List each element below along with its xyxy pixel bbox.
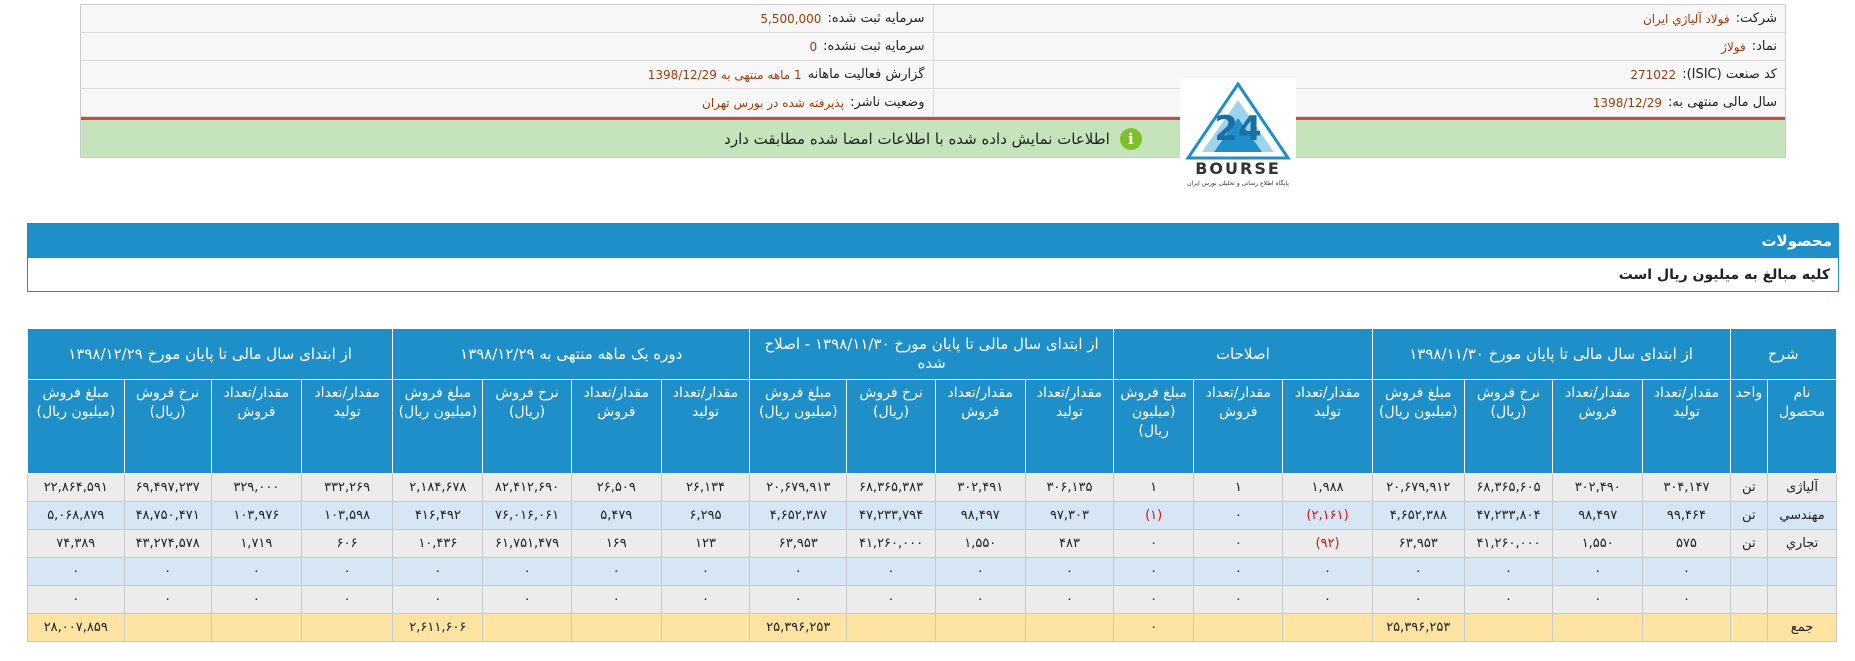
logo-number: 24 — [1214, 109, 1262, 149]
table-cell: ۰ — [1283, 586, 1372, 614]
info-label: سال مالی منتهی به: — [1667, 95, 1777, 110]
info-cell-left — [81, 5, 934, 32]
table-cell: ۴۱۶,۴۹۲ — [393, 502, 483, 530]
table-cell: ۴,۶۵۲,۳۸۷ — [750, 502, 847, 530]
table-cell: ۰ — [483, 586, 571, 614]
total-cell — [661, 614, 749, 642]
info-value: فولاد آلياژي ايران — [1642, 11, 1730, 26]
table-cell: ۰ — [1194, 530, 1283, 558]
info-label: سرمایه ثبت شده: — [827, 11, 925, 26]
table-row — [28, 530, 1837, 558]
column-header: نرخ فروش (ریال) — [1464, 380, 1552, 474]
table-cell: ۴,۶۵۲,۳۸۸ — [1372, 502, 1464, 530]
group-header: دوره یک ماهه منتهی به ۱۳۹۸/۱۲/۲۹ — [393, 329, 750, 380]
group-header: از ابتدای سال مالی تا پایان مورخ ۱۳۹۸/۱۲/۲۹ — [28, 329, 393, 380]
info-value: 1398/12/29 — [1592, 95, 1662, 110]
table-cell: ۷۴,۳۸۹ — [28, 530, 125, 558]
table-cell: ۰ — [571, 558, 661, 586]
info-icon: i — [1120, 128, 1142, 150]
table-cell: ۶۳,۹۵۳ — [750, 530, 847, 558]
table-cell: ۱ — [1194, 474, 1283, 502]
table-cell: ۱۰۳,۹۷۶ — [211, 502, 301, 530]
table-cell: ۰ — [847, 586, 935, 614]
group-header: از ابتدای سال مالی تا پایان مورخ ۱۳۹۸/۱۱/۳۰ — [1372, 329, 1730, 380]
total-cell: ۲,۶۱۱,۶۰۶ — [393, 614, 483, 642]
info-row — [81, 61, 1785, 89]
logo-subtext: پایگاه اطلاع رسانی و تحلیلی بورس ایران — [1187, 180, 1289, 187]
table-cell: ۲۲,۸۶۴,۵۹۱ — [28, 474, 125, 502]
column-header: مقدار/تعداد تولید — [1643, 380, 1730, 474]
table-cell: ۲,۱۸۴,۶۷۸ — [393, 474, 483, 502]
table-cell: ۴۷,۲۳۳,۸۰۴ — [1464, 502, 1552, 530]
table-cell: ۰ — [1553, 586, 1643, 614]
table-cell: ۰ — [211, 558, 301, 586]
table-cell: ۰ — [1283, 558, 1372, 586]
total-cell — [1643, 614, 1730, 642]
table-cell: ۳۳۲,۲۶۹ — [301, 474, 392, 502]
info-value: پذیرفته شده در بورس تهران — [702, 95, 845, 110]
table-cell: ۶۱,۷۵۱,۴۷۹ — [483, 530, 571, 558]
table-cell: ۱۲۳ — [661, 530, 749, 558]
table-cell: ۲۰,۶۷۹,۹۱۳ — [750, 474, 847, 502]
info-value: 0 — [809, 39, 818, 54]
section-subtitle: کلیه مبالغ به میلیون ریال است — [28, 258, 1838, 291]
info-label: سرمایه ثبت نشده: — [823, 39, 925, 54]
table-cell: ۱ — [1114, 474, 1194, 502]
total-cell — [483, 614, 571, 642]
bourse24-logo[interactable] — [1180, 78, 1296, 188]
table-cell: ۰ — [935, 558, 1025, 586]
table-cell: ۰ — [1553, 558, 1643, 586]
column-header: مقدار/تعداد فروش — [211, 380, 301, 474]
table-cell: ۰ — [847, 558, 935, 586]
table-cell: ۳۰۲,۴۹۰ — [1553, 474, 1643, 502]
section-title: محصولات — [28, 224, 1838, 258]
info-cell-right — [934, 61, 1786, 88]
table-cell: ۰ — [1194, 586, 1283, 614]
total-cell — [301, 614, 392, 642]
table-cell: ۶۸,۳۶۵,۶۰۵ — [1464, 474, 1552, 502]
table-cell: (۹۲) — [1283, 530, 1372, 558]
table-cell: ۰ — [1372, 558, 1464, 586]
table-row — [28, 586, 1837, 614]
column-header: مقدار/تعداد فروش — [571, 380, 661, 474]
table-cell: ۱,۷۱۹ — [211, 530, 301, 558]
table-cell: ۵,۰۶۸,۸۷۹ — [28, 502, 125, 530]
total-cell — [935, 614, 1025, 642]
column-header: نرخ فروش (ریال) — [847, 380, 935, 474]
info-value: 271022 — [1630, 67, 1677, 82]
table-cell: ۰ — [1194, 502, 1283, 530]
table-cell — [1768, 558, 1837, 586]
group-header-row — [28, 329, 1837, 380]
info-cell-right — [934, 5, 1786, 32]
table-cell: ۲۰,۶۷۹,۹۱۲ — [1372, 474, 1464, 502]
table-cell: ۰ — [661, 558, 749, 586]
column-header: نام محصول — [1768, 380, 1837, 474]
column-header: مبلغ فروش (میلیون ریال) — [393, 380, 483, 474]
info-cell-left — [81, 61, 934, 88]
status-bar — [81, 120, 1785, 157]
table-cell: ۰ — [124, 586, 211, 614]
total-cell — [1283, 614, 1372, 642]
total-cell — [1194, 614, 1283, 642]
info-label: گزارش فعالیت ماهانه — [807, 67, 925, 82]
table-cell: ۰ — [935, 586, 1025, 614]
table-cell: تجاري — [1768, 530, 1837, 558]
logo-text: BOURSE — [1195, 159, 1281, 178]
table-cell: ۰ — [750, 586, 847, 614]
column-header: مقدار/تعداد تولید — [661, 380, 749, 474]
table-cell: ۰ — [571, 586, 661, 614]
table-cell: ۰ — [1372, 586, 1464, 614]
table-cell: ۶۹,۴۹۷,۲۳۷ — [124, 474, 211, 502]
info-row — [81, 89, 1785, 117]
table-cell: ۲۶,۱۳۴ — [661, 474, 749, 502]
column-header: مقدار/تعداد تولید — [1025, 380, 1113, 474]
table-cell: ۷۶,۰۱۶,۰۶۱ — [483, 502, 571, 530]
table-cell: ۳۲۹,۰۰۰ — [211, 474, 301, 502]
table-cell: ۱,۹۸۸ — [1283, 474, 1372, 502]
total-cell: ۲۸,۰۰۷,۸۵۹ — [28, 614, 125, 642]
table-cell: ۴۸۳ — [1025, 530, 1113, 558]
table-cell: ۰ — [1025, 586, 1113, 614]
total-row — [28, 614, 1837, 642]
table-cell: ۱۰,۴۳۶ — [393, 530, 483, 558]
table-row — [28, 502, 1837, 530]
table-cell: ۹۷,۳۰۳ — [1025, 502, 1113, 530]
table-cell: ۰ — [124, 558, 211, 586]
table-cell: ۰ — [1464, 586, 1552, 614]
column-header: مبلغ فروش (میلیون ریال) — [28, 380, 125, 474]
info-cell-right — [934, 89, 1786, 116]
table-cell: تن — [1730, 474, 1768, 502]
table-cell: ۰ — [393, 586, 483, 614]
info-label: کد صنعت (ISIC): — [1682, 67, 1777, 82]
table-cell: ۰ — [1643, 586, 1730, 614]
status-message: اطلاعات نمایش داده شده با اطلاعات امضا شده مطابقت دارد — [724, 129, 1110, 148]
info-row — [81, 33, 1785, 61]
table-cell: ۰ — [1025, 558, 1113, 586]
table-cell: ۰ — [1114, 530, 1194, 558]
table-cell: ۰ — [301, 586, 392, 614]
products-section — [27, 223, 1839, 292]
table-cell: تن — [1730, 502, 1768, 530]
info-cell-left — [81, 89, 934, 116]
total-cell — [1464, 614, 1552, 642]
company-info-panel — [80, 4, 1786, 158]
column-header-row — [28, 380, 1837, 474]
table-cell: ۳۰۲,۴۹۱ — [935, 474, 1025, 502]
column-header: مقدار/تعداد فروش — [1194, 380, 1283, 474]
column-header: مقدار/تعداد تولید — [1283, 380, 1372, 474]
table-cell: ۸۲,۴۱۲,۶۹۰ — [483, 474, 571, 502]
table-cell: ۹۸,۴۹۷ — [935, 502, 1025, 530]
table-cell: ۹۹,۴۶۴ — [1643, 502, 1730, 530]
table-cell: ۰ — [661, 586, 749, 614]
info-label: شرکت: — [1735, 11, 1777, 26]
column-header: مبلغ فروش (میلیون ریال) — [1372, 380, 1464, 474]
total-cell — [571, 614, 661, 642]
group-header: شرح — [1730, 329, 1836, 380]
table-cell: ۴۱,۲۶۰,۰۰۰ — [847, 530, 935, 558]
total-cell — [847, 614, 935, 642]
table-cell: ۴۷,۲۳۳,۷۹۴ — [847, 502, 935, 530]
total-cell: جمع — [1768, 614, 1837, 642]
column-header: نرخ فروش (ریال) — [124, 380, 211, 474]
column-header: مقدار/تعداد تولید — [301, 380, 392, 474]
table-cell: ۰ — [301, 558, 392, 586]
table-cell: (۱) — [1114, 502, 1194, 530]
info-row — [81, 5, 1785, 33]
table-cell: ۳۰۶,۱۳۵ — [1025, 474, 1113, 502]
table-cell: ۰ — [1194, 558, 1283, 586]
table-cell: ۰ — [393, 558, 483, 586]
info-label: نماد: — [1751, 39, 1777, 54]
group-header: از ابتدای سال مالی تا پایان مورخ ۱۳۹۸/۱۱/۳۰ - اصلاح شده — [750, 329, 1114, 380]
table-cell: ۴۱,۲۶۰,۰۰۰ — [1464, 530, 1552, 558]
info-value: 1 ماهه منتهی به 1398/12/29 — [647, 67, 802, 82]
info-value: 5,500,000 — [760, 11, 822, 26]
table-cell: ۰ — [483, 558, 571, 586]
table-cell — [1730, 558, 1768, 586]
table-row — [28, 474, 1837, 502]
table-cell: ۱,۵۵۰ — [1553, 530, 1643, 558]
table-cell: ۵۷۵ — [1643, 530, 1730, 558]
column-header: مبلغ فروش (میلیون ریال) — [750, 380, 847, 474]
total-cell — [211, 614, 301, 642]
table-cell: ۳۰۴,۱۴۷ — [1643, 474, 1730, 502]
table-cell — [1768, 586, 1837, 614]
products-table — [27, 328, 1837, 642]
table-cell: ۴۸,۷۵۰,۴۷۱ — [124, 502, 211, 530]
info-cell-right — [934, 33, 1786, 60]
table-cell: ۶۸,۳۶۵,۳۸۳ — [847, 474, 935, 502]
total-cell — [1025, 614, 1113, 642]
total-cell — [1553, 614, 1643, 642]
column-header: مبلغ فروش (میلیون ریال) — [1114, 380, 1194, 474]
column-header: واحد — [1730, 380, 1768, 474]
table-cell: ۴۳,۲۷۴,۵۷۸ — [124, 530, 211, 558]
column-header: نرخ فروش (ریال) — [483, 380, 571, 474]
table-cell: مهندسي — [1768, 502, 1837, 530]
total-cell: ۰ — [1114, 614, 1194, 642]
table-cell: ۵,۴۷۹ — [571, 502, 661, 530]
table-cell: تن — [1730, 530, 1768, 558]
total-cell — [124, 614, 211, 642]
table-cell: ۱۶۹ — [571, 530, 661, 558]
table-cell: ۰ — [1114, 558, 1194, 586]
table-cell: ۰ — [750, 558, 847, 586]
column-header: مقدار/تعداد فروش — [935, 380, 1025, 474]
table-cell — [1730, 586, 1768, 614]
info-label: وضعیت ناشر: — [850, 95, 925, 110]
info-cell-left — [81, 33, 934, 60]
table-cell: ۰ — [1643, 558, 1730, 586]
table-cell: ۰ — [1114, 586, 1194, 614]
total-cell: ۲۵,۳۹۶,۲۵۳ — [1372, 614, 1464, 642]
table-cell: آلیاژی — [1768, 474, 1837, 502]
table-cell: (۲,۱۶۱) — [1283, 502, 1372, 530]
total-cell: ۲۵,۳۹۶,۲۵۳ — [750, 614, 847, 642]
total-cell — [1730, 614, 1768, 642]
table-cell: ۰ — [28, 558, 125, 586]
table-cell: ۶۰۶ — [301, 530, 392, 558]
table-cell: ۱۰۳,۵۹۸ — [301, 502, 392, 530]
table-cell: ۰ — [28, 586, 125, 614]
group-header: اصلاحات — [1114, 329, 1373, 380]
column-header: مقدار/تعداد فروش — [1553, 380, 1643, 474]
table-cell: ۲۶,۵۰۹ — [571, 474, 661, 502]
table-cell: ۰ — [211, 586, 301, 614]
table-cell: ۹۸,۴۹۷ — [1553, 502, 1643, 530]
info-value: فولاژ — [1721, 39, 1746, 54]
table-cell: ۶,۲۹۵ — [661, 502, 749, 530]
table-cell: ۶۳,۹۵۳ — [1372, 530, 1464, 558]
table-row — [28, 558, 1837, 586]
table-cell: ۰ — [1464, 558, 1552, 586]
table-cell: ۱,۵۵۰ — [935, 530, 1025, 558]
